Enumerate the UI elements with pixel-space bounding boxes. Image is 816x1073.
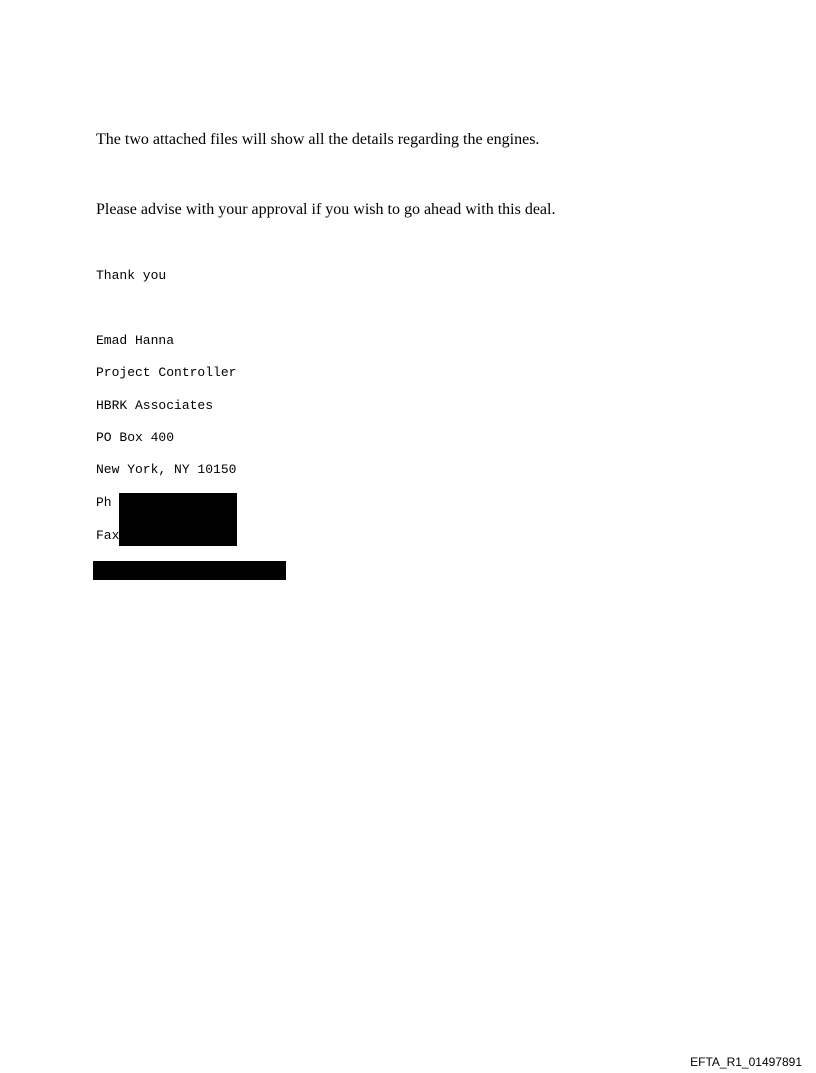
closing-text: Thank you bbox=[96, 268, 167, 283]
body-paragraph-files: The two attached files will show all the details regarding the engines. bbox=[96, 131, 540, 148]
signature-address-line-2: New York, NY 10150 bbox=[96, 462, 237, 477]
signature-address-line-1: PO Box 400 bbox=[96, 430, 175, 445]
signature-title: Project Controller bbox=[96, 365, 237, 380]
signature-name: Emad Hanna bbox=[96, 333, 175, 348]
redaction-box-email bbox=[93, 561, 286, 580]
signature-phone-label: Ph bbox=[96, 495, 112, 510]
signature-company: HBRK Associates bbox=[96, 398, 214, 413]
body-paragraph-approval: Please advise with your approval if you wish to go ahead with this deal. bbox=[96, 201, 556, 218]
document-id: EFTA_R1_01497891 bbox=[690, 1055, 802, 1069]
redaction-box-phone-fax bbox=[119, 493, 237, 546]
signature-fax-label: Fax bbox=[96, 528, 120, 543]
